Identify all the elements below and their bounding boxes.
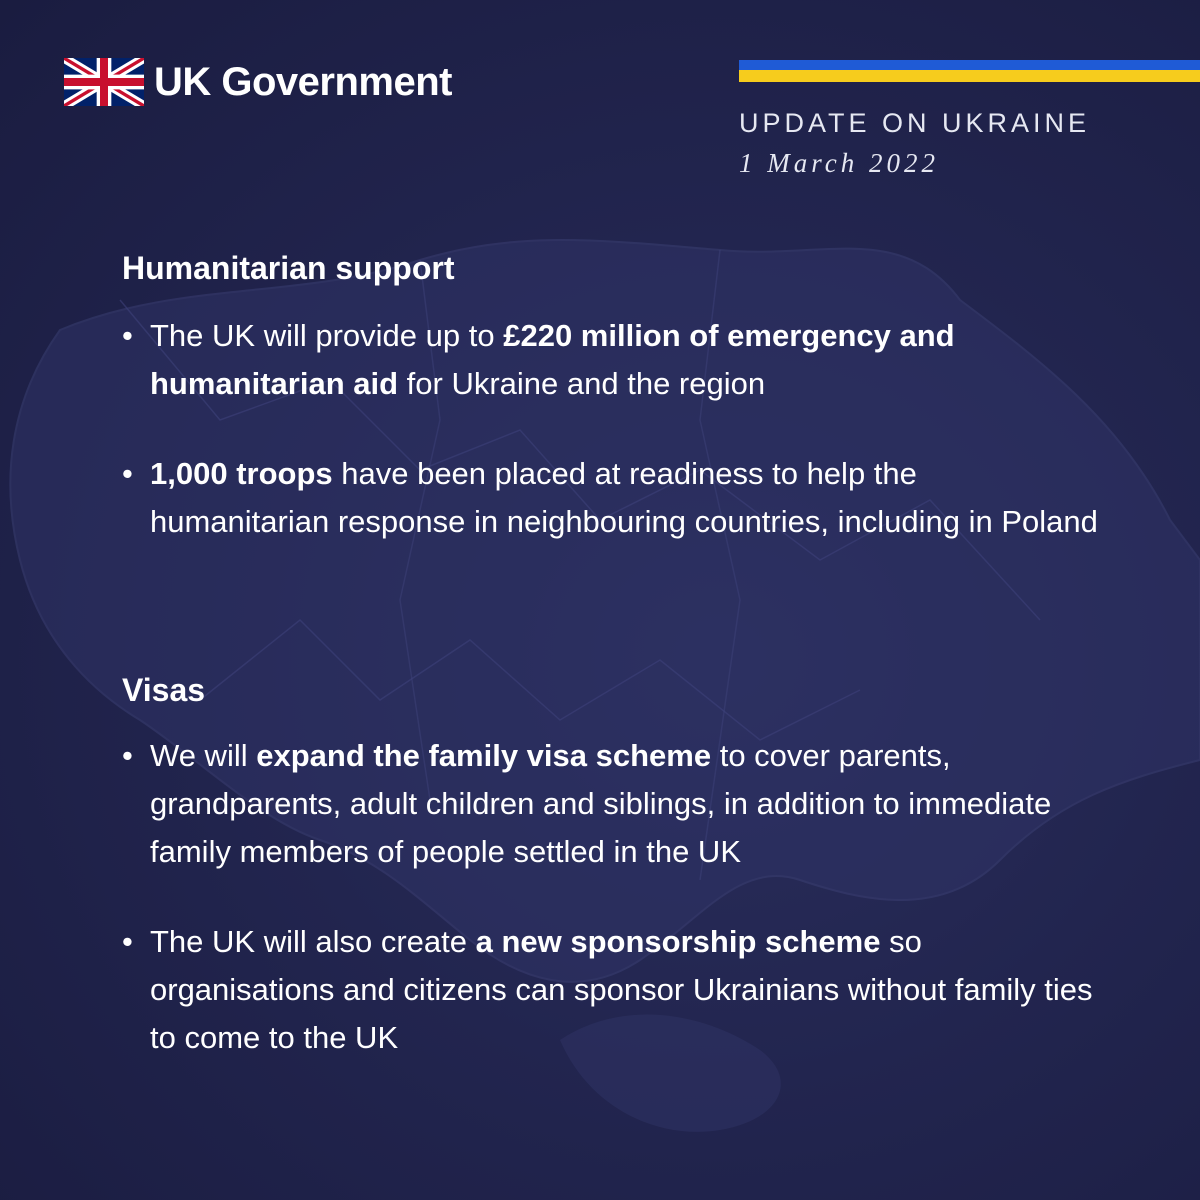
union-jack-flag-icon	[64, 58, 144, 106]
section-heading-visas: Visas	[122, 672, 206, 708]
bullet-text: We will expand the family visa scheme to cover parents, grandparents, adult children and siblings, in addition to immediate family members of people settled in the UK	[150, 738, 1052, 869]
uk-government-logo	[64, 58, 452, 106]
bullet-sponsorship	[122, 918, 1102, 1062]
bullet-dot-icon: •	[122, 456, 133, 491]
bullet-text: 1,000 troops have been placed at readiness to help the humanitarian response in neighbouring countries, including in Poland	[150, 456, 1098, 539]
bullet-family-visa	[122, 732, 1102, 876]
update-date: 1 March 2022	[739, 148, 939, 178]
bullet-dot-icon: •	[122, 738, 133, 773]
update-title: UPDATE ON UKRAINE	[739, 108, 1091, 138]
section-heading-humanitarian: Humanitarian support	[122, 250, 455, 286]
bullet-aid	[122, 312, 1102, 408]
logo-text: UK Government	[154, 60, 452, 104]
bullet-text: The UK will also create a new sponsorship scheme so organisations and citizens can sponsor Ukrainians without family ties to come to the UK	[150, 924, 1093, 1055]
ukraine-flag-stripe	[739, 60, 1200, 82]
bullet-troops	[122, 450, 1102, 546]
bullet-dot-icon: •	[122, 924, 133, 959]
bullet-dot-icon: •	[122, 318, 133, 353]
bullet-text: The UK will provide up to £220 million of emergency and humanitarian aid for Ukraine and the region	[150, 318, 955, 401]
